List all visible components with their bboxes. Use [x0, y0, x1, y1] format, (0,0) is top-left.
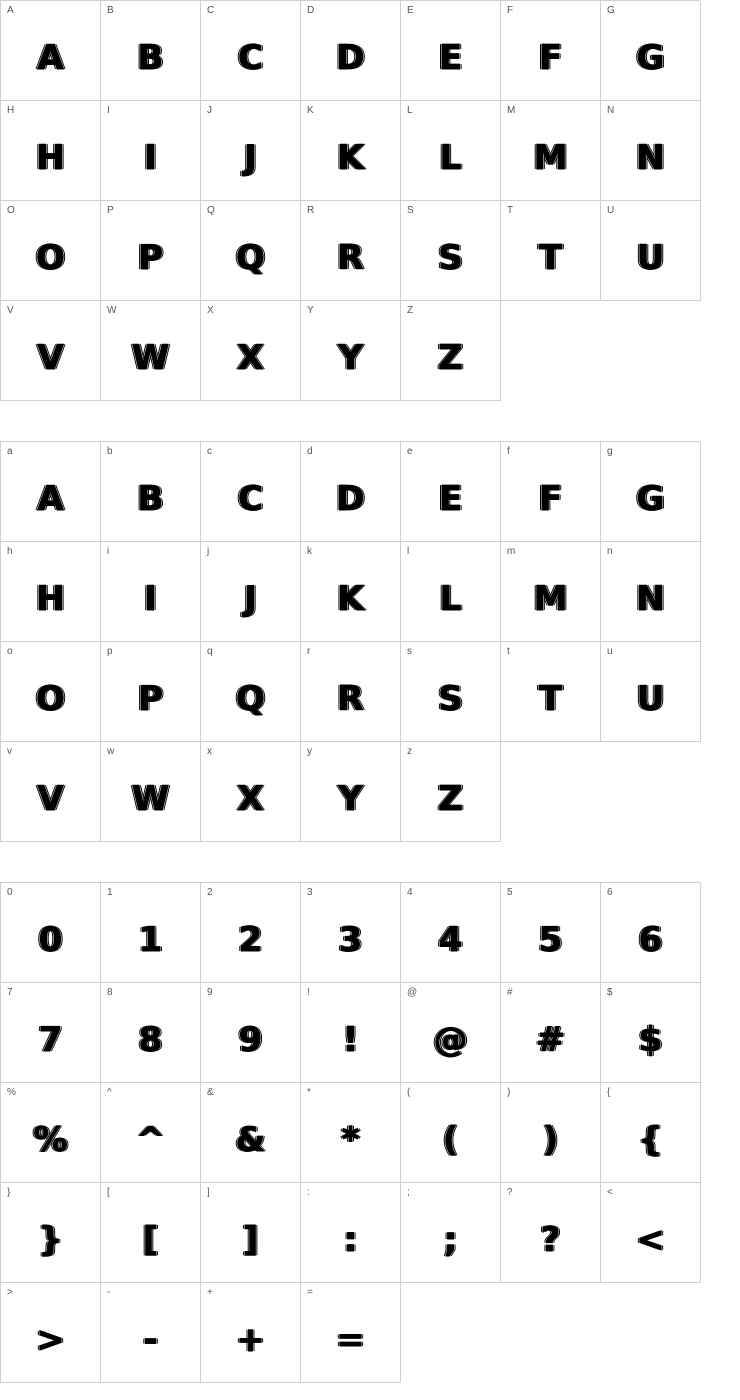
glyph-cell-character: M	[533, 579, 568, 619]
glyph-cell[interactable]	[501, 201, 601, 301]
glyph-cell-label: :	[307, 1187, 310, 1198]
glyph-cell-character: W	[131, 338, 170, 378]
glyph-cell-label: F	[507, 5, 514, 16]
glyph-cell[interactable]	[501, 442, 601, 542]
glyph-cell[interactable]	[1, 442, 101, 542]
glyph-cell[interactable]	[101, 883, 201, 983]
glyph-cell-character: >	[36, 1320, 65, 1360]
glyph-cell-character: 8	[138, 1020, 163, 1060]
glyph-cell-label: G	[607, 5, 615, 16]
glyph-cell[interactable]	[301, 1083, 401, 1183]
glyph-cell[interactable]	[1, 983, 101, 1083]
glyph-cell-label: f	[507, 446, 510, 457]
glyph-cell[interactable]	[1, 1283, 101, 1383]
glyph-cell[interactable]	[201, 542, 301, 642]
glyph-cell[interactable]	[201, 442, 301, 542]
glyph-cell-character: D	[336, 479, 365, 519]
glyph-cell-character: ^	[136, 1120, 165, 1160]
glyph-cell-character: U	[636, 679, 665, 719]
glyph-cell-label: V	[7, 305, 14, 316]
glyph-cell[interactable]	[101, 442, 201, 542]
glyph-cell-label: >	[7, 1287, 13, 1298]
glyph-cell-character: *	[341, 1120, 360, 1160]
glyph-cell-character: <	[636, 1220, 665, 1260]
glyph-cell-label: W	[107, 305, 117, 316]
glyph-cell-label: Q	[207, 205, 215, 216]
glyph-cell-label: N	[607, 105, 615, 116]
glyph-cell-label: -	[107, 1287, 111, 1298]
glyph-cell[interactable]	[1, 1083, 101, 1183]
glyph-cell-character: L	[439, 579, 462, 619]
glyph-cell[interactable]	[201, 983, 301, 1083]
glyph-cell-character: C	[238, 38, 263, 78]
glyph-cell[interactable]	[1, 101, 101, 201]
glyph-cell-label: 6	[607, 887, 613, 898]
glyph-cell[interactable]	[601, 1, 701, 101]
glyph-cell-character: H	[36, 138, 65, 178]
glyph-cell-label: (	[407, 1087, 411, 1098]
glyph-cell-label: x	[207, 746, 212, 757]
glyph-cell-character: Z	[438, 338, 463, 378]
glyph-cell[interactable]	[401, 1183, 501, 1283]
glyph-cell[interactable]	[101, 201, 201, 301]
glyph-cell-character: Y	[338, 779, 363, 819]
glyph-cell[interactable]	[501, 1083, 601, 1183]
glyph-cell[interactable]	[301, 542, 401, 642]
glyph-cell-character: O	[36, 679, 65, 719]
glyph-cell-label: g	[607, 446, 613, 457]
glyph-cell-character: S	[438, 679, 463, 719]
glyph-cell-character: J	[244, 579, 257, 619]
glyph-cell-character: S	[438, 238, 463, 278]
glyph-cell-label: D	[307, 5, 315, 16]
glyph-cell[interactable]	[501, 983, 601, 1083]
glyph-cell[interactable]	[101, 1283, 201, 1383]
glyph-cell[interactable]	[601, 883, 701, 983]
glyph-cell[interactable]	[401, 301, 501, 401]
charmap-block-uppercase	[0, 0, 700, 401]
glyph-cell[interactable]	[301, 201, 401, 301]
glyph-cell-character: 4	[438, 920, 463, 960]
glyph-cell-character: 0	[38, 920, 63, 960]
glyph-cell-character: D	[336, 38, 365, 78]
glyph-cell-character: F	[538, 479, 563, 519]
glyph-cell[interactable]	[501, 642, 601, 742]
glyph-cell[interactable]	[601, 542, 701, 642]
glyph-cell[interactable]	[301, 1283, 401, 1383]
glyph-cell-character: !	[342, 1020, 359, 1060]
glyph-cell[interactable]	[101, 1183, 201, 1283]
glyph-cell-character: ?	[540, 1220, 561, 1260]
glyph-cell-character: Q	[236, 238, 265, 278]
glyph-cell-character: C	[238, 479, 263, 519]
glyph-cell-label: B	[107, 5, 114, 16]
glyph-cell[interactable]	[101, 983, 201, 1083]
glyph-cell-label: [	[107, 1187, 110, 1198]
glyph-cell-label: u	[607, 646, 613, 657]
glyph-cell-label: %	[7, 1087, 16, 1098]
glyph-cell[interactable]	[601, 101, 701, 201]
glyph-cell-label: d	[307, 446, 313, 457]
glyph-cell-label: i	[107, 546, 110, 557]
glyph-cell-character: F	[538, 38, 563, 78]
glyph-cell-character: P	[138, 679, 163, 719]
glyph-cell-character: E	[438, 479, 463, 519]
glyph-cell-empty	[501, 301, 601, 401]
glyph-cell-character: )	[542, 1120, 559, 1160]
glyph-cell-character: 1	[138, 920, 163, 960]
glyph-cell-character: V	[37, 779, 64, 819]
glyph-cell-character: 7	[38, 1020, 63, 1060]
glyph-cell[interactable]	[201, 201, 301, 301]
glyph-cell-character: ;	[443, 1220, 458, 1260]
glyph-cell-character: B	[137, 479, 164, 519]
glyph-cell-label: l	[407, 546, 410, 557]
glyph-cell-label: v	[7, 746, 12, 757]
glyph-cell[interactable]	[101, 542, 201, 642]
glyph-cell-character: I	[144, 579, 157, 619]
glyph-cell[interactable]	[401, 983, 501, 1083]
block-separator	[0, 401, 700, 441]
glyph-cell[interactable]	[301, 642, 401, 742]
glyph-cell-label: y	[307, 746, 312, 757]
glyph-cell-label: 8	[107, 987, 113, 998]
glyph-cell-label: H	[7, 105, 15, 116]
glyph-cell-label: p	[107, 646, 113, 657]
glyph-cell-label: U	[607, 205, 615, 216]
glyph-cell[interactable]	[301, 301, 401, 401]
glyph-cell-label: Y	[307, 305, 314, 316]
charmap-block-lowercase	[0, 441, 700, 842]
glyph-cell[interactable]	[1, 301, 101, 401]
glyph-cell-character: @	[433, 1020, 468, 1060]
glyph-cell-character: O	[36, 238, 65, 278]
glyph-cell-character: Q	[236, 679, 265, 719]
glyph-cell-label: 7	[7, 987, 13, 998]
glyph-cell-character: K	[337, 138, 364, 178]
glyph-cell[interactable]	[601, 642, 701, 742]
glyph-cell-label: &	[207, 1087, 214, 1098]
glyph-cell[interactable]	[101, 101, 201, 201]
glyph-cell[interactable]	[101, 642, 201, 742]
glyph-cell[interactable]	[601, 1183, 701, 1283]
glyph-cell-label: 2	[207, 887, 213, 898]
glyph-cell-label: M	[507, 105, 516, 116]
glyph-cell[interactable]	[601, 442, 701, 542]
glyph-cell-empty	[601, 1283, 701, 1383]
glyph-cell-label: r	[307, 646, 311, 657]
glyph-cell-label: k	[307, 546, 312, 557]
glyph-cell[interactable]	[601, 1083, 701, 1183]
glyph-cell[interactable]	[501, 883, 601, 983]
glyph-cell-character: I	[144, 138, 157, 178]
glyph-cell[interactable]	[401, 883, 501, 983]
glyph-cell[interactable]	[401, 201, 501, 301]
glyph-cell-character: %	[33, 1120, 68, 1160]
glyph-cell-character: Z	[438, 779, 463, 819]
glyph-cell-label: ^	[107, 1087, 112, 1098]
glyph-cell[interactable]	[201, 301, 301, 401]
glyph-cell-label: K	[307, 105, 314, 116]
glyph-cell-label: b	[107, 446, 113, 457]
glyph-cell[interactable]	[601, 201, 701, 301]
glyph-cell-character: 6	[638, 920, 663, 960]
glyph-cell-character: A	[37, 479, 64, 519]
glyph-cell-empty	[601, 301, 701, 401]
glyph-cell-label: !	[307, 987, 310, 998]
glyph-cell-character: Y	[338, 338, 363, 378]
glyph-cell-empty	[501, 1283, 601, 1383]
glyph-cell-character: H	[36, 579, 65, 619]
glyph-cell-label: a	[7, 446, 13, 457]
glyph-cell-label: R	[307, 205, 315, 216]
glyph-cell-label: ]	[207, 1187, 210, 1198]
glyph-cell-character: T	[538, 238, 563, 278]
glyph-cell-character: +	[236, 1320, 265, 1360]
glyph-cell-character: &	[235, 1120, 266, 1160]
glyph-cell-character: J	[244, 138, 257, 178]
glyph-cell[interactable]	[1, 1183, 101, 1283]
glyph-cell[interactable]	[101, 1, 201, 101]
glyph-cell[interactable]	[201, 1, 301, 101]
glyph-cell[interactable]	[201, 883, 301, 983]
glyph-cell-label: 9	[207, 987, 213, 998]
glyph-cell-character: }	[38, 1220, 63, 1260]
glyph-cell-label: O	[7, 205, 15, 216]
glyph-cell-character: #	[536, 1020, 565, 1060]
glyph-cell-label: {	[607, 1087, 611, 1098]
glyph-cell-character: U	[636, 238, 665, 278]
glyph-cell[interactable]	[301, 983, 401, 1083]
glyph-cell[interactable]	[301, 742, 401, 842]
glyph-cell-character: (	[442, 1120, 459, 1160]
glyph-cell-empty	[601, 742, 701, 842]
glyph-cell-empty	[501, 742, 601, 842]
glyph-cell-character: A	[37, 38, 64, 78]
glyph-cell-character: G	[636, 38, 665, 78]
glyph-cell[interactable]	[301, 1, 401, 101]
glyph-cell[interactable]	[501, 101, 601, 201]
glyph-cell-label: e	[407, 446, 413, 457]
glyph-cell-character: $	[638, 1020, 663, 1060]
glyph-cell-character: R	[337, 238, 364, 278]
glyph-cell[interactable]	[301, 101, 401, 201]
glyph-cell-label: C	[207, 5, 215, 16]
glyph-cell-character: W	[131, 779, 170, 819]
glyph-cell[interactable]	[601, 983, 701, 1083]
glyph-cell-character: R	[337, 679, 364, 719]
glyph-cell-label: J	[207, 105, 212, 116]
glyph-cell[interactable]	[401, 442, 501, 542]
glyph-cell-character: M	[533, 138, 568, 178]
glyph-cell-label: X	[207, 305, 214, 316]
glyph-cell-character: L	[439, 138, 462, 178]
glyph-cell-label: ?	[507, 1187, 513, 1198]
glyph-cell-label: n	[607, 546, 613, 557]
glyph-cell-label: j	[207, 546, 210, 557]
block-separator	[0, 842, 700, 882]
glyph-cell-label: Z	[407, 305, 414, 316]
glyph-cell[interactable]	[101, 1083, 201, 1183]
glyph-cell-label: S	[407, 205, 414, 216]
glyph-cell-character: 5	[538, 920, 563, 960]
glyph-cell-character: N	[636, 138, 665, 178]
glyph-cell-character: E	[438, 38, 463, 78]
glyph-cell-character: B	[137, 38, 164, 78]
glyph-cell-label: s	[407, 646, 412, 657]
glyph-cell-label: E	[407, 5, 414, 16]
glyph-cell-character: {	[638, 1120, 663, 1160]
glyph-cell-empty	[401, 1283, 501, 1383]
glyph-cell-label: h	[7, 546, 13, 557]
glyph-cell-label: +	[207, 1287, 213, 1298]
glyph-cell-character: 2	[238, 920, 263, 960]
glyph-cell[interactable]	[301, 1183, 401, 1283]
charmap-block-symbols	[0, 882, 700, 1383]
glyph-cell-label: 0	[7, 887, 13, 898]
glyph-cell-character: P	[138, 238, 163, 278]
glyph-cell[interactable]	[1, 542, 101, 642]
glyph-cell-character: V	[37, 338, 64, 378]
glyph-cell-character: 9	[238, 1020, 263, 1060]
glyph-cell-character: :	[343, 1220, 358, 1260]
glyph-cell-label: )	[507, 1087, 511, 1098]
glyph-cell-label: #	[507, 987, 513, 998]
glyph-cell[interactable]	[201, 642, 301, 742]
glyph-cell-label: 5	[507, 887, 513, 898]
glyph-cell-label: <	[607, 1187, 613, 1198]
glyph-cell-label: I	[107, 105, 110, 116]
glyph-cell[interactable]	[401, 642, 501, 742]
glyph-cell[interactable]	[501, 542, 601, 642]
glyph-cell-label: *	[307, 1087, 311, 1098]
glyph-cell[interactable]	[401, 1083, 501, 1183]
glyph-cell[interactable]	[401, 101, 501, 201]
glyph-cell[interactable]	[101, 301, 201, 401]
glyph-cell-label: L	[407, 105, 413, 116]
glyph-cell-label: 4	[407, 887, 413, 898]
glyph-cell-character: T	[538, 679, 563, 719]
glyph-cell-character: -	[143, 1320, 158, 1360]
glyph-cell[interactable]	[1, 642, 101, 742]
glyph-cell-character: ]	[242, 1220, 259, 1260]
glyph-cell-label: =	[307, 1287, 313, 1298]
glyph-cell-label: @	[407, 987, 418, 998]
glyph-cell-label: m	[507, 546, 516, 557]
glyph-cell[interactable]	[201, 1183, 301, 1283]
glyph-cell-label: o	[7, 646, 13, 657]
glyph-cell[interactable]	[201, 1083, 301, 1183]
glyph-cell-character: K	[337, 579, 364, 619]
glyph-cell[interactable]	[1, 742, 101, 842]
glyph-cell-label: $	[607, 987, 613, 998]
glyph-cell[interactable]	[201, 101, 301, 201]
glyph-cell-character: N	[636, 579, 665, 619]
glyph-cell-label: t	[507, 646, 510, 657]
glyph-cell-character: G	[636, 479, 665, 519]
glyph-cell-character: =	[336, 1320, 365, 1360]
glyph-cell-character: X	[237, 779, 264, 819]
glyph-cell-label: ;	[407, 1187, 410, 1198]
glyph-cell[interactable]	[401, 1, 501, 101]
glyph-cell-character: 3	[338, 920, 363, 960]
glyph-cell-label: c	[207, 446, 212, 457]
glyph-cell[interactable]	[1, 1, 101, 101]
glyph-cell[interactable]	[1, 201, 101, 301]
glyph-cell[interactable]	[301, 883, 401, 983]
glyph-cell[interactable]	[301, 442, 401, 542]
glyph-cell-label: P	[107, 205, 114, 216]
glyph-cell-label: w	[107, 746, 115, 757]
glyph-cell[interactable]	[501, 1183, 601, 1283]
glyph-cell[interactable]	[401, 742, 501, 842]
glyph-cell[interactable]	[201, 1283, 301, 1383]
glyph-cell-label: T	[507, 205, 514, 216]
glyph-cell[interactable]	[101, 742, 201, 842]
glyph-cell-character: X	[237, 338, 264, 378]
glyph-cell[interactable]	[401, 542, 501, 642]
glyph-cell[interactable]	[501, 1, 601, 101]
glyph-cell-label: z	[407, 746, 412, 757]
glyph-cell-label: 1	[107, 887, 113, 898]
glyph-cell-label: A	[7, 5, 14, 16]
glyph-cell[interactable]	[201, 742, 301, 842]
glyph-cell-label: }	[7, 1187, 11, 1198]
glyph-cell-label: q	[207, 646, 213, 657]
glyph-cell-character: [	[142, 1220, 159, 1260]
glyph-cell-label: 3	[307, 887, 313, 898]
glyph-cell[interactable]	[1, 883, 101, 983]
